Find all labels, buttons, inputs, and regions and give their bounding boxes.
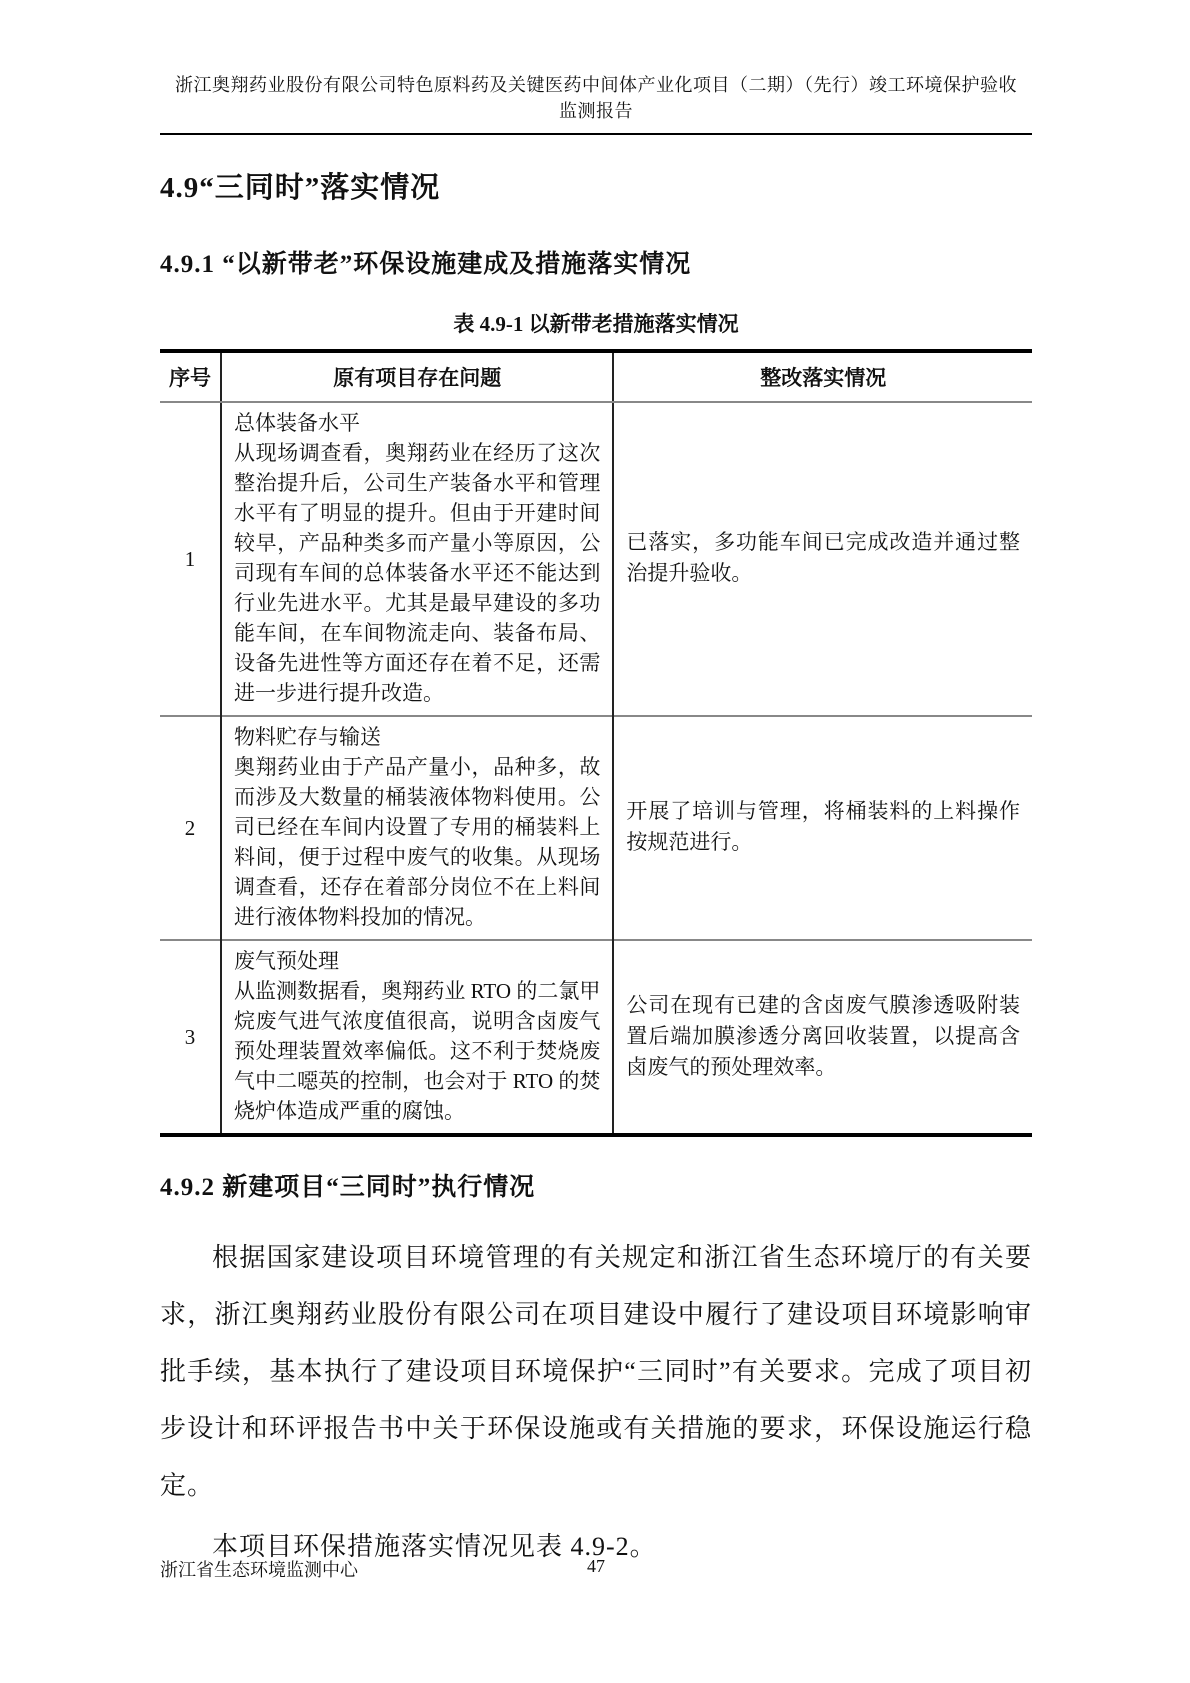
- problem-cell: [221, 716, 613, 940]
- table-row: [160, 402, 1032, 716]
- problem-cell: [221, 940, 613, 1135]
- section-4-9-2-heading: 4.9.2 新建项目“三同时”执行情况: [160, 1174, 536, 1201]
- column-header-action: 整改落实情况: [613, 351, 1032, 402]
- problem-title: 废气预处理: [234, 949, 340, 973]
- page-number: 47: [587, 1556, 605, 1576]
- measures-table: [160, 349, 1032, 1137]
- table-row: [160, 716, 1032, 940]
- problem-text: 从现场调查看，奥翔药业在经历了这次整治提升后，公司生产装备水平和管理水平有了明显的提升。但由于开建时间较早，产品种类多而产量小等原因，公司现有车间的总体装备水平还不能达到行业先进水平。尤其是最早建设的多功能车间，在车间物流走向、装备布局、设备先进性等方面还存在着不足，还需进一步进行提升改造。: [234, 441, 601, 705]
- action-cell: 已落实，多功能车间已完成改造并通过整治提升验收。: [626, 530, 1020, 585]
- body-paragraph: 根据国家建设项目环境管理的有关规定和浙江省生态环境厅的有关要求，浙江奥翔药业股份有限公司在项目建设中履行了建设项目环境影响审批手续，基本执行了建设项目环境保护“三同时”有关要求。完成了项目初步设计和环评报告书中关于环保设施或有关措施的要求，环保设施运行稳定。: [160, 1243, 1032, 1500]
- row-number: 1: [160, 402, 221, 716]
- problem-title: 物料贮存与输送: [234, 725, 382, 749]
- section-4-9-heading: 4.9“三同时”落实情况: [160, 172, 441, 204]
- column-header-no: 序号: [160, 351, 221, 402]
- header-divider: [160, 133, 1032, 135]
- footer-organization: 浙江省生态环境监测中心: [160, 1560, 358, 1580]
- problem-text: 从监测数据看，奥翔药业 RTO 的二氯甲烷废气进气浓度值很高，说明含卤废气预处理装置效率偏低。这不利于焚烧废气中二噁英的控制，也会对于 RTO 的焚烧炉体造成严重的腐蚀。: [234, 979, 601, 1123]
- problem-title: 总体装备水平: [234, 411, 361, 435]
- action-cell: 开展了培训与管理，将桶装料的上料操作按规范进行。: [613, 716, 1032, 940]
- table-reference-paragraph: 本项目环保措施落实情况见表 4.9-2。: [212, 1532, 657, 1561]
- header-title-line1: 浙江奥翔药业股份有限公司特色原料药及关键医药中间体产业化项目（二期）（先行）竣工环境保护验收: [175, 75, 1017, 95]
- section-4-9-1-heading: 4.9.1 “以新带老”环保设施建成及措施落实情况: [160, 251, 692, 278]
- page-footer: [160, 1556, 1032, 1582]
- table-header-row: [160, 351, 1032, 402]
- row-number: 2: [160, 716, 221, 940]
- table-caption: 表 4.9-1 以新带老措施落实情况: [453, 312, 739, 336]
- problem-text: 奥翔药业由于产品产量小，品种多，故而涉及大数量的桶装液体物料使用。公司已经在车间内设置了专用的桶装料上料间，便于过程中废气的收集。从现场调查看，还存在着部分岗位不在上料间进行液体物料投加的情况。: [234, 755, 601, 929]
- action-cell: 公司在现有已建的含卤废气膜渗透吸附装置后端加膜渗透分离回收装置，以提高含卤废气的预处理效率。: [613, 940, 1032, 1135]
- row-number: 3: [160, 940, 221, 1135]
- column-header-problem: 原有项目存在问题: [221, 351, 613, 402]
- header-title-line2: 监测报告: [559, 101, 633, 121]
- page-header: [160, 72, 1032, 124]
- table-row: [160, 940, 1032, 1135]
- problem-cell: [221, 402, 613, 716]
